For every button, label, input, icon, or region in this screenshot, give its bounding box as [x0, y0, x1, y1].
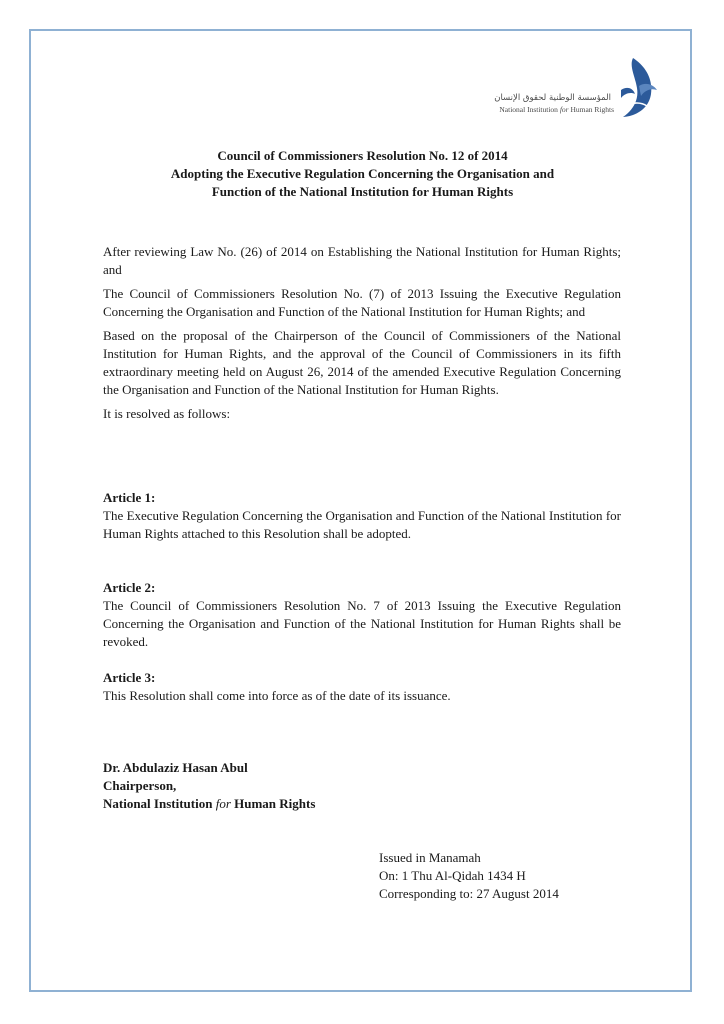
article-2-text: The Council of Commissioners Resolution No. 7 of 2013 Issuing the Executive Regulation Concerning the Organisation and Function of the National Institution for Human Rights shall be revoked.: [103, 598, 621, 649]
issued-place: Issued in Manamah: [379, 850, 481, 865]
logo-english-for: for: [559, 105, 569, 114]
preamble-resolved: It is resolved as follows:: [103, 406, 231, 421]
signatory-role: Chairperson,: [103, 778, 177, 793]
signatory-org-for: for: [215, 796, 231, 811]
signature-block: [103, 759, 423, 813]
preamble-paragraph-2: The Council of Commissioners Resolution No. (7) of 2013 Issuing the Executive Regulation Concerning the Organisation and Function of the National Institution for Human Rights; and: [103, 286, 621, 319]
signatory-org: [103, 795, 423, 813]
resolution-title: [60, 147, 665, 201]
article-3: [103, 669, 621, 705]
logo-arabic-name: المؤسسة الوطنية لحقوق الإنسان: [494, 93, 611, 103]
issuance-block: [379, 849, 659, 903]
article-1-heading: Article 1:: [103, 490, 156, 505]
logo-english-post: Human Rights: [568, 105, 614, 114]
logo-english-pre: National Institution: [499, 105, 560, 114]
article-3-text: This Resolution shall come into force as of the date of its issuance.: [103, 688, 451, 703]
institution-logo: [482, 56, 662, 120]
title-line-2: Adopting the Executive Regulation Concerning the Organisation and: [170, 166, 555, 181]
issued-gregorian-date: Corresponding to: 27 August 2014: [379, 886, 559, 901]
signatory-org-pre: National Institution: [103, 796, 216, 811]
article-2: [103, 579, 621, 651]
article-2-heading: Article 2:: [103, 580, 156, 595]
preamble-paragraph-3: Based on the proposal of the Chairperson of the Council of Commissioners of the National Institution for Human Rights, and the approval of the Council of Commissioners in its fifth extraordinary meeting held on August 26, 2014 of the amended Executive Regulation Concerning the Organisation and Function of the National Institution for Human Rights.: [103, 328, 621, 397]
preamble: [103, 243, 621, 429]
article-1: [103, 489, 621, 543]
preamble-paragraph-1: After reviewing Law No. (26) of 2014 on Establishing the National Institution for Human Rights; and: [103, 244, 621, 277]
article-3-heading: Article 3:: [103, 670, 156, 685]
article-1-text: The Executive Regulation Concerning the Organisation and Function of the National Institution for Human Rights attached to this Resolution shall be adopted.: [103, 508, 621, 541]
logo-english-name: [482, 105, 614, 114]
logo-emblem-icon: [615, 56, 659, 118]
title-line-3: Function of the National Institution for Human Rights: [211, 184, 514, 199]
signatory-org-post: Human Rights: [230, 796, 316, 811]
signatory-name: Dr. Abdulaziz Hasan Abul: [103, 760, 248, 775]
title-line-1: Council of Commissioners Resolution No. 12 of 2014: [217, 148, 508, 163]
issued-hijri-date: On: 1 Thu Al-Qidah 1434 H: [379, 868, 526, 883]
